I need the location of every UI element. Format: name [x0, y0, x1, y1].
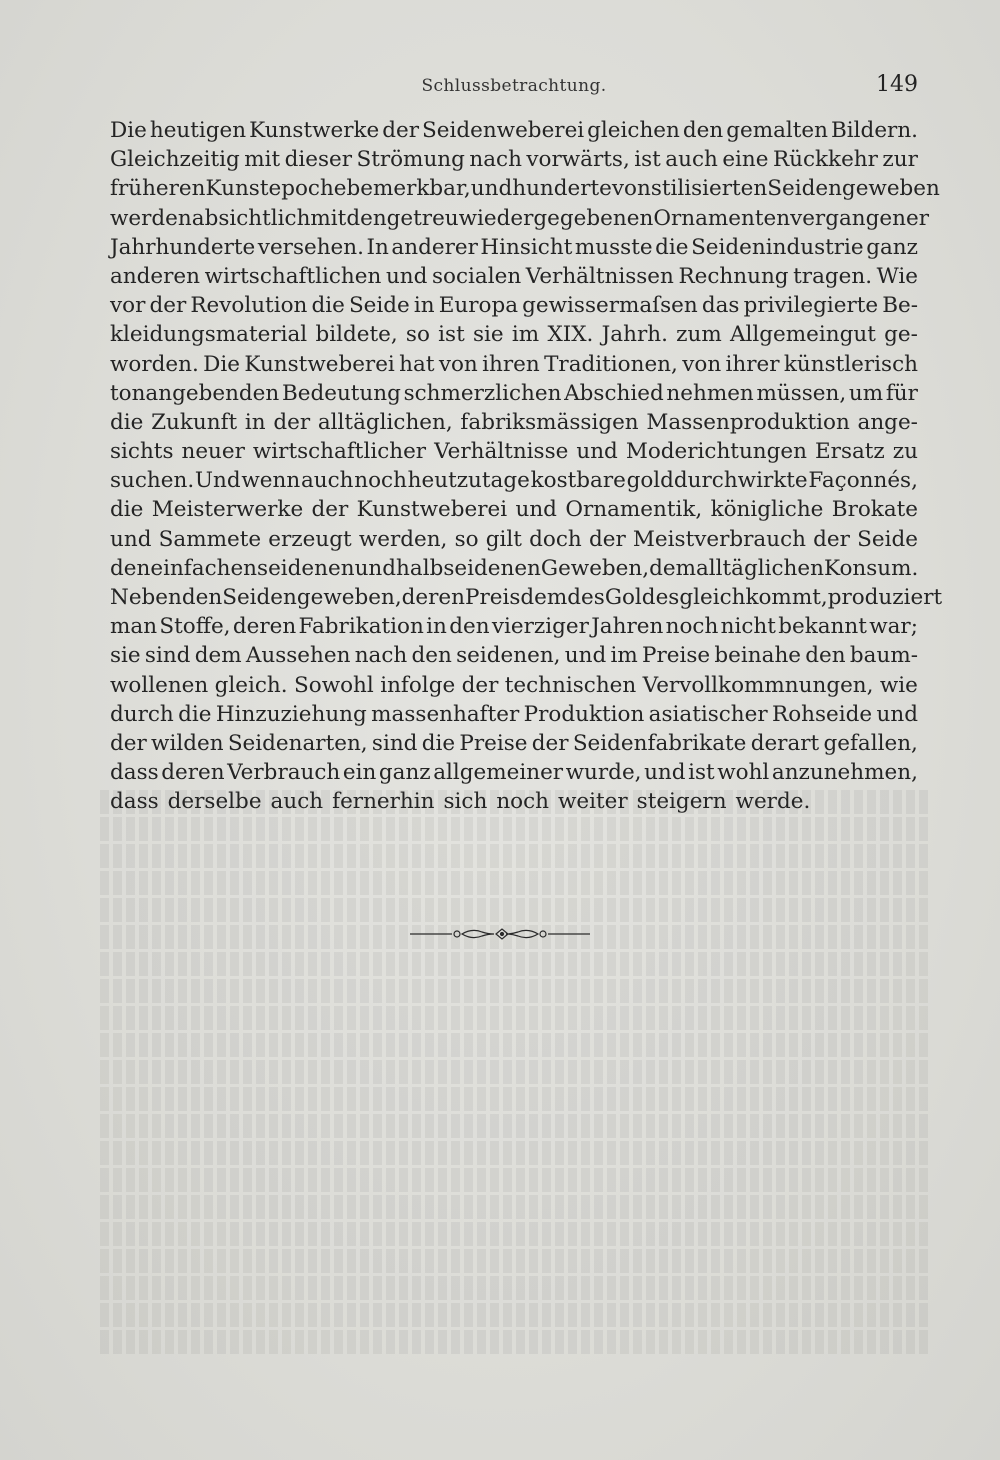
- show-through-bleed: [100, 790, 930, 1390]
- text-line: anderen wirtschaftlichen und socialen Verhältnissen Rechnung tragen. Wie: [110, 263, 918, 289]
- text-line: Jahrhunderte versehen. In anderer Hinsicht musste die Seidenindustrie ganz: [110, 234, 918, 260]
- running-head: Schlussbetrachtung.: [421, 76, 607, 96]
- text-line: den einfachen seidenen und halbseidenen Geweben, dem alltäglichen Konsum.: [110, 555, 919, 581]
- text-line: dass deren Verbrauch ein ganz allgemeiner wurde, und ist wohl anzunehmen,: [110, 760, 918, 786]
- page-header: [110, 72, 918, 102]
- text-line: man Stoffe, deren Fabrikation in den vierziger Jahren noch nicht bekannt war;: [110, 614, 918, 640]
- tailpiece-ornament-icon: [410, 924, 590, 944]
- text-line: worden. Die Kunstweberei hat von ihren Traditionen, von ihrer künstlerisch: [110, 351, 918, 377]
- text-line: sichts neuer wirtschaftlicher Verhältnisse und Moderichtungen Ersatz zu: [110, 439, 918, 465]
- text-line: die Zukunft in der alltäglichen, fabriksmässigen Massenproduktion ange-: [110, 409, 918, 435]
- text-line: tonangebenden Bedeutung schmerzlichen Abschied nehmen müssen, um für: [110, 380, 918, 406]
- text-line: kleidungsmaterial bildete, so ist sie im XIX. Jahrh. zum Allgemeingut ge-: [110, 322, 918, 348]
- text-line: vor der Revolution die Seide in Europa gewissermaſsen das privilegierte Be-: [110, 293, 918, 319]
- body-paragraph: [110, 116, 943, 817]
- text-line: früheren Kunstepoche bemerkbar, und hunderte von stilisierten Seidengeweben: [110, 176, 940, 202]
- text-line: und Sammete erzeugt werden, so gilt doch der Meistverbrauch der Seide: [110, 526, 918, 552]
- text-line: Gleichzeitig mit dieser Strömung nach vorwärts, ist auch eine Rückkehr zur: [110, 147, 918, 173]
- text-line: werden absichtlich mit den getreu wiedergegebenen Ornamenten vergangener: [110, 205, 929, 231]
- text-line: Neben den Seidengeweben, deren Preis dem des Goldes gleichkommt, produziert: [110, 585, 943, 610]
- page-number: 149: [876, 72, 918, 97]
- text-line: dass derselbe auch fernerhin sich noch weiter steigern werde.: [110, 789, 811, 815]
- text-line: die Meisterwerke der Kunstweberei und Ornamentik, königliche Brokate: [110, 497, 918, 523]
- text-line: wollenen gleich. Sowohl infolge der technischen Vervollkommnungen, wie: [110, 672, 918, 698]
- text-line: sie sind dem Aussehen nach den seidenen, und im Preise beinahe den baum-: [110, 643, 918, 669]
- text-line: Die heutigen Kunstwerke der Seidenweberei gleichen den gemalten Bildern.: [110, 118, 918, 143]
- text-line: durch die Hinzuziehung massenhafter Produktion asiatischer Rohseide und: [110, 701, 918, 727]
- text-line: suchen. Und wenn auch noch heutzutage kostbare golddurchwirkte Façonnés,: [110, 468, 918, 494]
- text-line: der wilden Seidenarten, sind die Preise der Seidenfabrikate derart gefallen,: [110, 730, 918, 756]
